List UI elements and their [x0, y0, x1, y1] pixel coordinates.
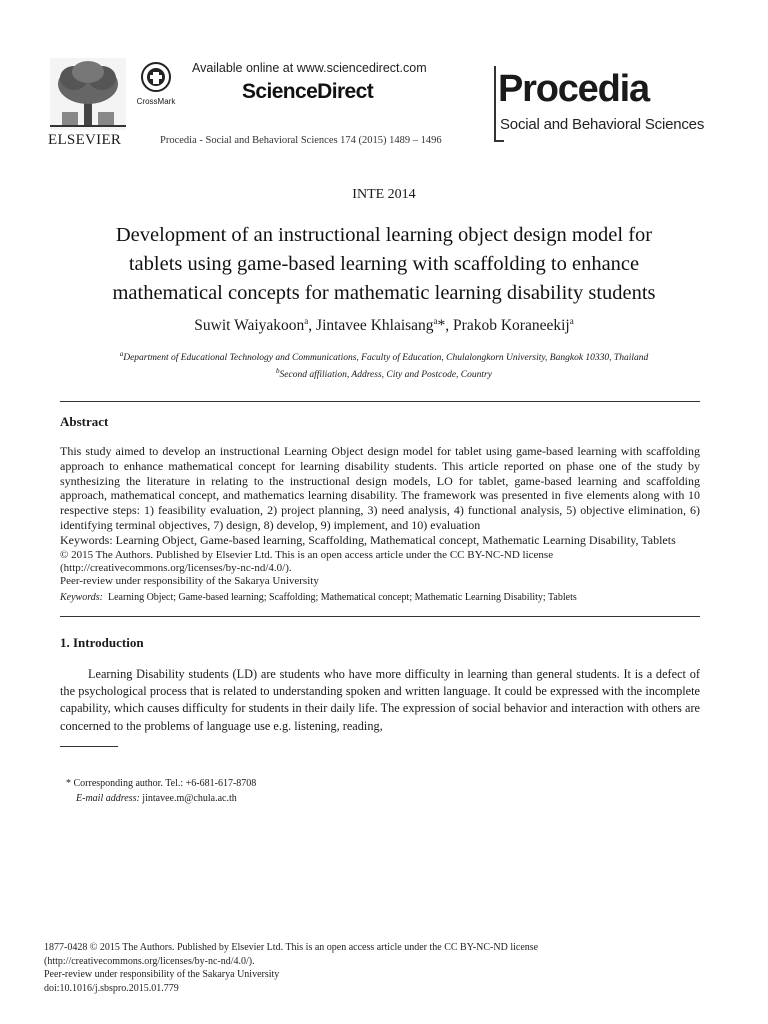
conference-name: INTE 2014	[352, 187, 416, 202]
affiliation-a: $^a$Department of Educational Technology and Communications, Faculty of Education, Chulalongkorn University, Bangkok 10330, Thailand	[119, 350, 649, 364]
author-affil-mark: a	[569, 316, 574, 326]
author-name: Suwit Waiyakoon	[194, 317, 305, 335]
keywords-list: Learning Object; Game-based learning; Scaffolding; Mathematical concept; Mathematic Learning Disability; Tablets	[107, 592, 577, 603]
affiliations	[0, 348, 768, 382]
author-affil-mark: a	[304, 316, 309, 326]
email-label: E-mail address:	[76, 793, 140, 804]
crossmark-badge[interactable]	[134, 62, 178, 108]
elsevier-tree-icon	[50, 58, 126, 130]
keywords	[60, 592, 577, 603]
publisher-name: ELSEVIER	[48, 132, 122, 148]
elsevier-logo	[46, 58, 130, 148]
crossmark-label: CrossMark	[136, 97, 176, 106]
abstract-heading: Abstract	[60, 414, 109, 429]
email-note	[76, 793, 237, 804]
email-address[interactable]: jintavee.m@chula.ac.th	[142, 793, 237, 804]
title-line: tablets using game-based learning with scaffolding to enhance	[128, 253, 640, 275]
abstract-keywords-line: Keywords: Learning Object, Game-based learning, Scaffolding, Mathematical concept, Mathematic Learning Disability, Tablets	[60, 533, 676, 547]
author-separator: ,	[445, 317, 454, 335]
procedia-logo	[494, 60, 732, 140]
title-line: mathematical concepts for mathematic learning disability students	[112, 282, 656, 304]
author-name: Jintavee Khlaisang	[316, 317, 434, 335]
introduction-body: Learning Disability students (LD) are students who have more difficulty in learning than general students. It is a defect of the psychological process that is related to understanding spoken and written language. It could be expressed with the incomplete capability, which causes difficulty for students in their daily life. The expression of social behavior and interaction with others are concerned to the problems of language use e.g. listening, reading,	[60, 667, 700, 733]
footer-doi[interactable]: doi:10.1016/j.sbspro.2015.01.779	[44, 983, 179, 994]
footer-copyright: 1877-0428 © 2015 The Authors. Published by Elsevier Ltd. This is an open access article under the CC BY-NC-ND license	[44, 942, 539, 953]
author-separator: ,	[308, 317, 317, 335]
abstract-copyright: © 2015 The Authors. Published by Elsevier Ltd. This is an open access article under the CC BY-NC-ND license	[60, 549, 554, 561]
footer-license-link[interactable]: (http://creativecommons.org/licenses/by-nc-nd/4.0/).	[44, 956, 255, 967]
abstract-bottom-rule	[60, 616, 700, 617]
crossmark-icon	[141, 62, 171, 92]
keywords-label: Keywords:	[60, 592, 103, 603]
section-heading-introduction: 1. Introduction	[60, 635, 144, 650]
title-line: Development of an instructional learning object design model for	[115, 224, 653, 246]
paper-title	[40, 221, 728, 308]
journal-citation: Procedia - Social and Behavioral Sciences 174 (2015) 1489 – 1496	[160, 135, 442, 146]
abstract-license-link[interactable]: (http://creativecommons.org/licenses/by-nc-nd/4.0/).	[60, 562, 292, 574]
corresponding-mark: *	[437, 317, 446, 335]
abstract-peer-review: Peer-review under responsibility of the Sakarya University	[60, 575, 319, 587]
author-name: Prakob Koraneekij	[453, 317, 570, 335]
author-list	[0, 316, 768, 335]
footer-peer-review: Peer-review under responsibility of the Sakarya University	[44, 969, 280, 980]
abstract-top-rule	[60, 401, 700, 402]
affiliation-b: $^b$Second affiliation, Address, City and Postcode, Country	[276, 367, 492, 381]
abstract-body: This study aimed to develop an instructional Learning Object design model for tablet using game-based learning with scaffolding approach to enhance mathematical concept for learning disability students. This article reported on phase one of the study by synthesizing the literature in relating to the instructional design models, LO for tablet, game-based learning and scaffolding approach, mathematical concept, and mathematics learning disability. The framework was presented in five elements along with 10 respective steps: 1) feasibility evaluation, 2) project planning, 3) need analysis, 4) functional analysis, 5) objective elimination, 6) identifying terminal objectives, 7) design, 8) develop, 9) implement, and 10) evaluation	[60, 444, 700, 532]
corresponding-author-note: * Corresponding author. Tel.: +6-681-617-8708	[66, 778, 257, 789]
sciencedirect-logo: ScienceDirect	[242, 80, 374, 103]
procedia-word: Procedia	[498, 68, 649, 110]
available-online-text: Available online at www.sciencedirect.com	[192, 61, 427, 75]
footnote-rule	[60, 746, 118, 747]
author-affil-mark: a	[433, 316, 438, 326]
procedia-subtitle: Social and Behavioral Sciences	[500, 116, 705, 133]
